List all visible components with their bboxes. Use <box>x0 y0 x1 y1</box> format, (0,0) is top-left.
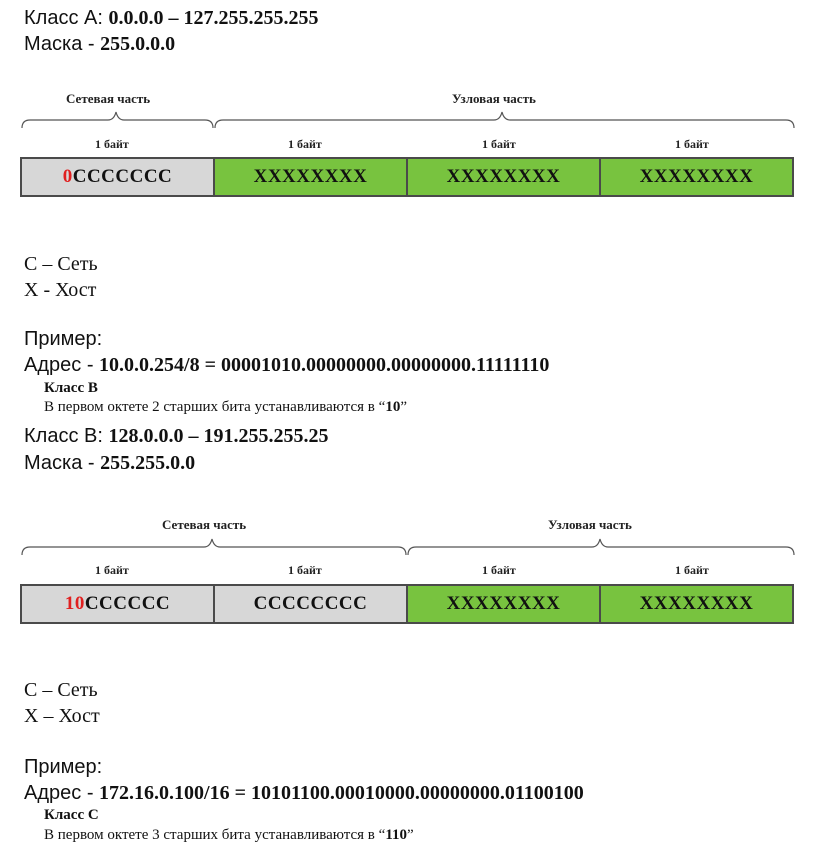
class-b-network-part-label: Сетевая часть <box>162 517 247 532</box>
class-b-octet-3 <box>408 586 601 622</box>
class-b-mask-value: 255.255.0.0 <box>100 452 196 474</box>
class-b-address-value: 172.16.0.100/16 = 10101100.00010000.00000000.01100100 <box>99 782 584 804</box>
class-b-host-brace <box>408 539 794 555</box>
class-b-octet-1-prefix: 10 <box>64 593 85 614</box>
class-a-network-part-label: Сетевая часть <box>66 91 151 106</box>
class-b-octet-1 <box>22 586 215 622</box>
class-b-octet-3-bits: XXXXXXXX <box>446 593 561 614</box>
class-b-address-label: Адрес - <box>24 782 94 804</box>
class-b-octet-2 <box>215 586 408 622</box>
class-a-octet-3 <box>408 159 601 195</box>
class-a-octet-1 <box>22 159 215 195</box>
class-a-octet-1-prefix: 0 <box>62 166 73 187</box>
class-a-octet-3-bits: XXXXXXXX <box>446 166 561 187</box>
class-b-example-label: Пример: <box>24 756 103 778</box>
class-a-mask-label: Маска - <box>24 33 95 55</box>
class-b-byte-label-2: 1 байт <box>288 563 322 577</box>
class-a-octet-2 <box>215 159 408 195</box>
class-b-note-text <box>44 398 407 416</box>
class-a-address-value: 10.0.0.254/8 = 00001010.00000000.00000000.11111110 <box>99 354 550 376</box>
class-b-byte-label-1: 1 байт <box>95 563 129 577</box>
class-a-host-brace <box>215 112 794 128</box>
class-b-octet-4 <box>601 586 792 622</box>
class-b-octet-1-bits: CCCCCC <box>84 593 171 614</box>
class-c-note-text-before: В первом октете 3 старших бита устанавливаются в “ <box>44 827 386 843</box>
class-a-octet-4-bits: XXXXXXXX <box>639 166 754 187</box>
class-b-example-address <box>24 781 584 805</box>
class-b-octet-2-bits: CCCCCCCC <box>253 593 368 614</box>
class-a-mask <box>24 32 175 56</box>
class-b-octet-4-bits: XXXXXXXX <box>639 593 754 614</box>
class-a-legend-network: С – Сеть <box>24 253 98 275</box>
class-b-note-bits: 10 <box>385 399 401 415</box>
class-a-address-label: Адрес - <box>24 354 94 376</box>
class-a-octet-1-bits: CCCCCCC <box>72 166 173 187</box>
class-b-byte-label-3: 1 байт <box>482 563 516 577</box>
class-a-octet-4 <box>601 159 792 195</box>
class-a-network-brace <box>22 112 213 128</box>
class-c-note-title: Класс C <box>44 807 99 823</box>
class-a-octet-2-bits: XXXXXXXX <box>253 166 368 187</box>
class-b-mask <box>24 451 195 475</box>
class-b-note-text-after: ” <box>400 399 407 415</box>
class-b-range-label: Класс В: <box>24 425 103 447</box>
class-b-note-title: Класс B <box>44 380 98 396</box>
class-a-range-label: Класс А: <box>24 7 103 29</box>
class-a-range <box>24 6 318 30</box>
class-a-mask-value: 255.0.0.0 <box>100 33 176 55</box>
class-a-example-label: Пример: <box>24 328 103 350</box>
class-a-byte-label-2: 1 байт <box>288 137 322 151</box>
class-b-host-part-label: Узловая часть <box>548 517 632 532</box>
class-a-range-value: 0.0.0.0 – 127.255.255.255 <box>108 7 319 29</box>
class-a-octets <box>20 157 794 197</box>
class-b-octets <box>20 584 794 624</box>
class-c-note-text <box>44 826 414 844</box>
class-a-byte-label-4: 1 байт <box>675 137 709 151</box>
class-b-legend-host: X – Хост <box>24 705 100 727</box>
class-a-host-part-label: Узловая часть <box>452 91 536 106</box>
class-b-network-brace <box>22 539 406 555</box>
class-b-legend-network: С – Сеть <box>24 679 98 701</box>
class-a-legend-host: X - Хост <box>24 279 97 301</box>
class-c-note-bits: 110 <box>385 827 407 843</box>
class-b-range <box>24 424 328 448</box>
class-b-braces <box>0 535 816 559</box>
class-c-note-text-after: ” <box>407 827 414 843</box>
class-b-byte-label-4: 1 байт <box>675 563 709 577</box>
class-a-byte-label-1: 1 байт <box>95 137 129 151</box>
class-a-braces <box>0 108 816 132</box>
class-b-note-text-before: В первом октете 2 старших бита устанавливаются в “ <box>44 399 386 415</box>
class-a-example-address <box>24 353 549 377</box>
class-a-byte-label-3: 1 байт <box>482 137 516 151</box>
class-b-range-value: 128.0.0.0 – 191.255.255.25 <box>108 425 329 447</box>
class-b-mask-label: Маска - <box>24 452 95 474</box>
